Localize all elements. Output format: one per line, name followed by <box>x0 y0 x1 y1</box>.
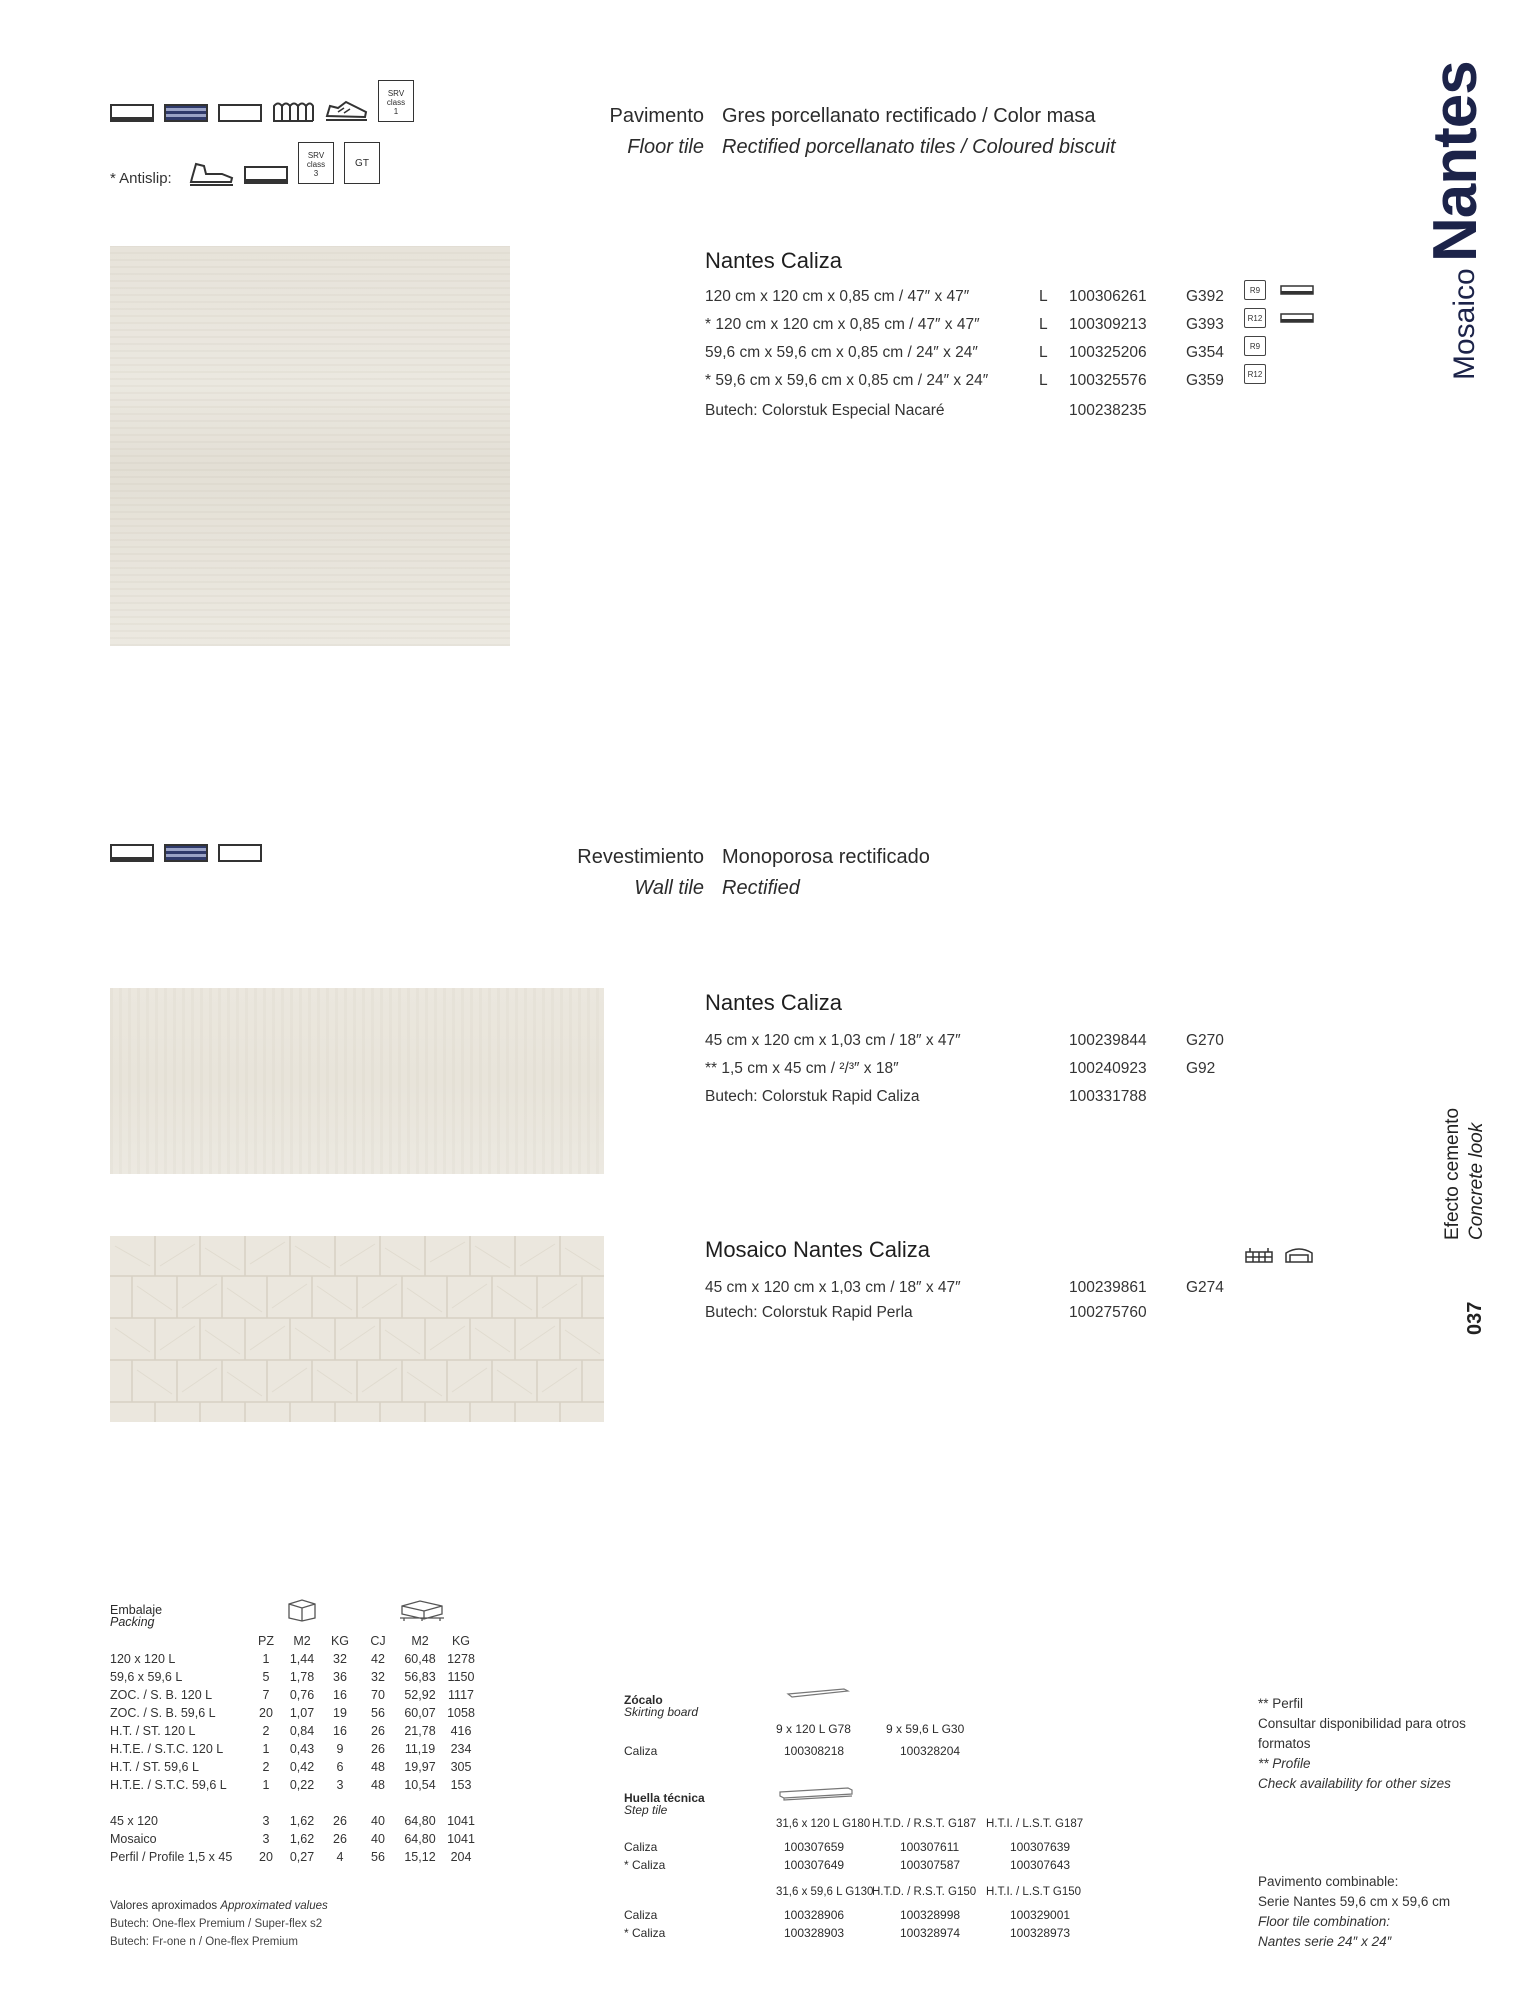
perfil-en: Check availability for other sizes <box>1258 1776 1451 1791</box>
mosaic-butech-code: 100275760 <box>1069 1304 1147 1321</box>
packing-cell: 15,12 <box>404 1850 436 1864</box>
packing-cell: 64,80 <box>404 1832 436 1846</box>
packing-title-es: Embalaje <box>110 1603 163 1617</box>
packing-title <box>110 1604 162 1628</box>
interior-icon <box>272 100 314 122</box>
zocalo-code-2: 100328204 <box>900 1744 961 1758</box>
packing-row-label: 45 x 120 <box>110 1814 158 1828</box>
step-code: 100328903 <box>784 1926 845 1940</box>
packing-cell: 70 <box>371 1688 385 1702</box>
packing-row-label: H.T. / ST. 59,6 L <box>110 1760 199 1774</box>
packing-cell: 1117 <box>448 1688 474 1702</box>
step-code: 100307643 <box>1010 1858 1071 1872</box>
packing-cell: 64,80 <box>404 1814 436 1828</box>
comb-es-1: Pavimento combinable: <box>1258 1874 1399 1889</box>
packing-cell: 19 <box>333 1706 347 1720</box>
size-text: ** 1,5 cm x 45 cm / ²/³″ x 18″ <box>705 1060 899 1077</box>
packing-cell: 26 <box>371 1742 385 1756</box>
packing-cell: 56,83 <box>404 1670 436 1684</box>
code-text: 100239861 <box>1069 1279 1147 1296</box>
packing-row <box>110 1830 480 1848</box>
packing-row <box>110 1650 480 1668</box>
tech-tile-icon <box>1280 282 1314 296</box>
packing-cell: 1041 <box>447 1814 475 1828</box>
packing-cell: 0,42 <box>289 1760 315 1774</box>
code-text: 100325206 <box>1069 344 1147 361</box>
packing-cell: 60,07 <box>404 1706 436 1720</box>
step-code: 100329001 <box>1010 1908 1071 1922</box>
zocalo-title-es: Zócalo <box>624 1693 663 1707</box>
wall-size-row <box>705 1060 1265 1086</box>
floor-size-row <box>705 288 1325 314</box>
step-code: 100307611 <box>900 1840 960 1854</box>
step-code: 100307639 <box>1010 1840 1071 1854</box>
floor-label-en: Floor tile <box>627 136 704 158</box>
packing-cell: 3 <box>336 1778 344 1792</box>
packing-cell: 26 <box>333 1814 347 1828</box>
packing-cell: 1150 <box>447 1670 475 1684</box>
edge-text: L <box>1039 288 1048 305</box>
slip-badge-icon: R9 <box>1244 280 1266 300</box>
approx-en: Approximated values <box>220 1900 328 1912</box>
packing-cell: 204 <box>450 1850 472 1864</box>
packing-row-label: ZOC. / S. B. 59,6 L <box>110 1706 216 1720</box>
packing-cell: 56 <box>371 1706 385 1720</box>
spacer-cell <box>110 1794 250 1812</box>
tile-thin-icon <box>218 104 262 122</box>
code-text: 100306261 <box>1069 288 1147 305</box>
antislip-shoe-icon <box>188 160 234 186</box>
rectified-edge-icon <box>110 104 154 122</box>
packing-approx <box>110 1900 328 1912</box>
packing-cell: 0,22 <box>289 1778 315 1792</box>
group-text: G274 <box>1186 1279 1224 1296</box>
packing-cell: 153 <box>450 1778 472 1792</box>
packing-row-label: 59,6 x 59,6 L <box>110 1670 183 1684</box>
group-text: G392 <box>1186 288 1224 305</box>
packing-header-cell: CJ <box>370 1634 386 1648</box>
step-code: 100328998 <box>900 1908 961 1922</box>
packing-cell: 10,54 <box>404 1778 436 1792</box>
effect-label: Efecto cemento <box>1442 1107 1463 1240</box>
packing-row-label: 120 x 120 L <box>110 1652 176 1666</box>
step-row-label: Caliza <box>624 1840 658 1854</box>
edge-text: L <box>1039 344 1048 361</box>
wall-butech-row <box>705 1088 1265 1114</box>
mosaic-size-row <box>705 1279 1265 1305</box>
packing-cell: 5 <box>262 1670 270 1684</box>
packing-row <box>110 1704 480 1722</box>
size-text: * 59,6 cm x 59,6 cm x 0,85 cm / 24″ x 24″ <box>705 372 989 389</box>
packing-row-label: H.T.E. / S.T.C. 120 L <box>110 1742 224 1756</box>
mosaic-butech-name: Butech: Colorstuk Rapid Perla <box>705 1304 913 1321</box>
wall-butech-code: 100331788 <box>1069 1088 1147 1105</box>
packing-cell: 0,84 <box>289 1724 315 1738</box>
zocalo-title-en: Skirting board <box>624 1705 699 1719</box>
packing-cell: 1 <box>262 1742 270 1756</box>
packing-cell: 20 <box>259 1850 273 1864</box>
edge-text: L <box>1039 372 1048 389</box>
size-text: * 120 cm x 120 cm x 0,85 cm / 47″ x 47″ <box>705 316 980 333</box>
packing-row <box>110 1776 480 1794</box>
step-code: 100307649 <box>784 1858 845 1872</box>
wall-size-row <box>705 1032 1265 1058</box>
zocalo-code-1: 100308218 <box>784 1744 845 1758</box>
packing-header-cell: M2 <box>411 1634 429 1648</box>
packing-cell: 234 <box>450 1742 472 1756</box>
mosaic-tile-image <box>110 1236 604 1422</box>
packing-row <box>110 1668 480 1686</box>
packing-cell: 56 <box>371 1850 385 1864</box>
step-size-header: 31,6 x 59,6 L G130 <box>776 1886 874 1898</box>
packing-title-en: Packing <box>110 1615 155 1629</box>
size-text: 45 cm x 120 cm x 1,03 cm / 18″ x 47″ <box>705 1032 961 1049</box>
comb-en-2: Nantes serie 24″ x 24″ <box>1258 1934 1392 1949</box>
packing-cell: 305 <box>450 1760 472 1774</box>
wall-label-en: Wall tile <box>634 877 704 899</box>
step-tile-icon <box>778 1786 854 1802</box>
huella-title-en: Step tile <box>624 1803 668 1817</box>
step-code: 100328973 <box>1010 1926 1071 1940</box>
wall-label-es: Revestimiento <box>577 846 704 868</box>
packing-header-row <box>110 1632 480 1650</box>
wall-product-title: Nantes Caliza <box>705 990 842 1015</box>
packing-cell: 1,07 <box>289 1706 315 1720</box>
size-text: 120 cm x 120 cm x 0,85 cm / 47″ x 47″ <box>705 288 970 305</box>
step-size-header: H.T.D. / R.S.T. G187 <box>872 1818 977 1830</box>
zocalo-title <box>624 1694 698 1718</box>
group-text: G359 <box>1186 372 1224 389</box>
packing-cell: 32 <box>333 1652 347 1666</box>
packing-butech-2: Butech: Fr-one n / One-flex Premium <box>110 1936 298 1948</box>
slip-badge-icon: R12 <box>1244 364 1266 384</box>
mosaic-butech-row <box>705 1304 1265 1330</box>
wall-tile-image <box>110 988 604 1174</box>
packing-row <box>110 1812 480 1830</box>
packing-cell: 26 <box>371 1724 385 1738</box>
packing-header-cell: KG <box>330 1634 350 1648</box>
notes-combinable <box>1258 1872 1498 1952</box>
wall-desc-es: Monoporosa rectificado <box>722 846 930 868</box>
wall-v3-variation-icon <box>164 844 208 862</box>
packing-row-label: H.T.E. / S.T.C. 59,6 L <box>110 1778 227 1792</box>
floor-desc-es: Gres porcellanato rectificado / Color masa <box>722 105 1096 127</box>
comb-en-1: Floor tile combination: <box>1258 1914 1391 1929</box>
packing-row <box>110 1848 480 1866</box>
mosaic-product-title: Mosaico Nantes Caliza <box>705 1237 930 1262</box>
packing-cell: 19,97 <box>404 1760 436 1774</box>
notes-perfil <box>1258 1694 1488 1794</box>
packing-cell: 3 <box>262 1814 270 1828</box>
srv-class1-icon: SRV class 1 <box>378 80 414 122</box>
size-text: 59,6 cm x 59,6 cm x 0,85 cm / 24″ x 24″ <box>705 344 978 361</box>
packing-cell: 1278 <box>447 1652 475 1666</box>
step-size-header: H.T.I. / L.S.T. G187 <box>986 1818 1084 1830</box>
group-text: G354 <box>1186 344 1224 361</box>
group-text: G393 <box>1186 316 1224 333</box>
packing-cell: 16 <box>333 1724 347 1738</box>
code-text: 100240923 <box>1069 1060 1147 1077</box>
group-text: G92 <box>1186 1060 1216 1077</box>
packing-cell: 2 <box>262 1760 270 1774</box>
packing-table <box>110 1632 480 1866</box>
zocalo-size-1: 9 x 120 L G78 <box>776 1722 851 1736</box>
packing-cell: 0,43 <box>289 1742 315 1756</box>
packing-header-cell: M2 <box>293 1634 311 1648</box>
packing-header-cell: KG <box>451 1634 471 1648</box>
floor-label-es: Pavimento <box>609 105 704 127</box>
packing-cell: 48 <box>371 1778 385 1792</box>
step-size-header: H.T.D. / R.S.T. G150 <box>872 1886 977 1898</box>
packing-row <box>110 1758 480 1776</box>
antislip-label: * Antislip: <box>110 170 172 187</box>
packing-cell: 1,78 <box>289 1670 315 1684</box>
effect-label-en: Concrete look <box>1466 1122 1487 1240</box>
packing-cell: 6 <box>336 1760 344 1774</box>
packing-cell: 2 <box>262 1724 270 1738</box>
packing-row-label: Mosaico <box>110 1832 157 1846</box>
step-code: 100307587 <box>900 1858 961 1872</box>
approx-es: Valores aproximados <box>110 1900 218 1912</box>
packing-row <box>110 1740 480 1758</box>
huella-title <box>624 1792 705 1816</box>
packing-cell: 1 <box>262 1652 270 1666</box>
shoe-traffic-icon <box>324 98 368 122</box>
packing-cell: 11,19 <box>404 1742 436 1756</box>
zocalo-size-2: 9 x 59,6 L G30 <box>886 1722 965 1736</box>
packing-cell: 52,92 <box>404 1688 436 1702</box>
floor-size-row <box>705 372 1325 398</box>
tech-tile-icon <box>1280 310 1314 324</box>
series-title: Nantes <box>1421 61 1490 262</box>
wall-tile-thin-icon <box>218 844 262 862</box>
packing-cell: 60,48 <box>404 1652 436 1666</box>
huella-title-es: Huella técnica <box>624 1791 705 1805</box>
packing-cell: 1,62 <box>289 1814 315 1828</box>
step-code: 100328906 <box>784 1908 845 1922</box>
packing-row-label: Perfil / Profile 1,5 x 45 <box>110 1850 233 1864</box>
packing-spacer-row <box>110 1794 480 1812</box>
packing-cell: 20 <box>259 1706 273 1720</box>
floor-size-row <box>705 316 1325 342</box>
srv-class3-icon: SRV class 3 <box>298 142 334 184</box>
category-title: Mosaico <box>1448 268 1481 380</box>
edge-text: L <box>1039 316 1048 333</box>
perfil-es: Consultar disponibilidad para otros formatos <box>1258 1716 1466 1751</box>
packing-cell: 36 <box>333 1670 347 1684</box>
packing-cell: 16 <box>333 1688 347 1702</box>
packing-butech-1: Butech: One-flex Premium / Super-flex s2 <box>110 1918 323 1930</box>
v3-variation-icon <box>164 104 208 122</box>
group-text: G270 <box>1186 1032 1224 1049</box>
floor-desc-en: Rectified porcellanato tiles / Coloured biscuit <box>722 136 1116 158</box>
code-text: 100239844 <box>1069 1032 1147 1049</box>
packing-cell: 1,62 <box>289 1832 315 1846</box>
gt-icon: GT <box>344 142 380 184</box>
floor-butech-name: Butech: Colorstuk Especial Nacaré <box>705 402 945 419</box>
mosaic-bath-icon <box>1284 1246 1314 1264</box>
packing-cell: 32 <box>371 1670 385 1684</box>
floor-size-row <box>705 344 1325 370</box>
packing-row-label: H.T. / ST. 120 L <box>110 1724 196 1738</box>
page-number: 037 <box>1464 1301 1486 1335</box>
slip-badge-icon: R12 <box>1244 308 1266 328</box>
packing-cell: 9 <box>336 1742 344 1756</box>
perfil-en-title: ** Profile <box>1258 1756 1311 1771</box>
header-blank <box>110 1632 250 1650</box>
packing-cell: 1058 <box>447 1706 475 1720</box>
wall-desc-en: Rectified <box>722 877 800 899</box>
packing-cell: 1,44 <box>289 1652 315 1666</box>
size-text: 45 cm x 120 cm x 1,03 cm / 18″ x 47″ <box>705 1279 961 1296</box>
packing-cell: 1041 <box>447 1832 475 1846</box>
packing-row <box>110 1686 480 1704</box>
step-row-label: * Caliza <box>624 1926 666 1940</box>
zocalo-row-label: Caliza <box>624 1744 658 1758</box>
packing-cell: 26 <box>333 1832 347 1846</box>
packing-row <box>110 1722 480 1740</box>
packing-row-label: ZOC. / S. B. 120 L <box>110 1688 213 1702</box>
floor-product-title: Nantes Caliza <box>705 248 842 273</box>
floor-butech-row <box>705 402 1265 428</box>
antislip-tile-icon <box>244 166 288 184</box>
pallet-icon <box>398 1598 446 1622</box>
step-row-label: Caliza <box>624 1908 658 1922</box>
step-code: 100328974 <box>900 1926 961 1940</box>
wall-butech-name: Butech: Colorstuk Rapid Caliza <box>705 1088 920 1105</box>
packing-cell: 0,76 <box>289 1688 315 1702</box>
box-icon <box>286 1598 318 1622</box>
packing-cell: 416 <box>450 1724 472 1738</box>
slip-badge-icon: R9 <box>1244 336 1266 356</box>
floor-butech-code: 100238235 <box>1069 402 1147 419</box>
comb-es-2: Serie Nantes 59,6 cm x 59,6 cm <box>1258 1894 1451 1909</box>
perfil-title: ** Perfil <box>1258 1696 1304 1711</box>
mosaic-grid-icon <box>1244 1246 1274 1264</box>
step-row-label: * Caliza <box>624 1858 666 1872</box>
packing-header-cell: PZ <box>258 1634 274 1648</box>
step-size-header: H.T.I. / L.S.T G150 <box>986 1886 1082 1898</box>
packing-cell: 42 <box>371 1652 385 1666</box>
packing-cell: 3 <box>262 1832 270 1846</box>
skirting-icon <box>786 1686 850 1700</box>
floor-tile-image <box>110 246 510 646</box>
packing-cell: 48 <box>371 1760 385 1774</box>
packing-cell: 7 <box>262 1688 270 1702</box>
step-code: 100307659 <box>784 1840 845 1854</box>
wall-rectified-edge-icon <box>110 844 154 862</box>
packing-cell: 0,27 <box>289 1850 315 1864</box>
packing-cell: 40 <box>371 1832 385 1846</box>
packing-cell: 4 <box>336 1850 344 1864</box>
code-text: 100325576 <box>1069 372 1147 389</box>
code-text: 100309213 <box>1069 316 1147 333</box>
step-size-header: 31,6 x 120 L G180 <box>776 1818 871 1830</box>
packing-cell: 21,78 <box>404 1724 436 1738</box>
packing-cell: 1 <box>262 1778 270 1792</box>
packing-cell: 40 <box>371 1814 385 1828</box>
